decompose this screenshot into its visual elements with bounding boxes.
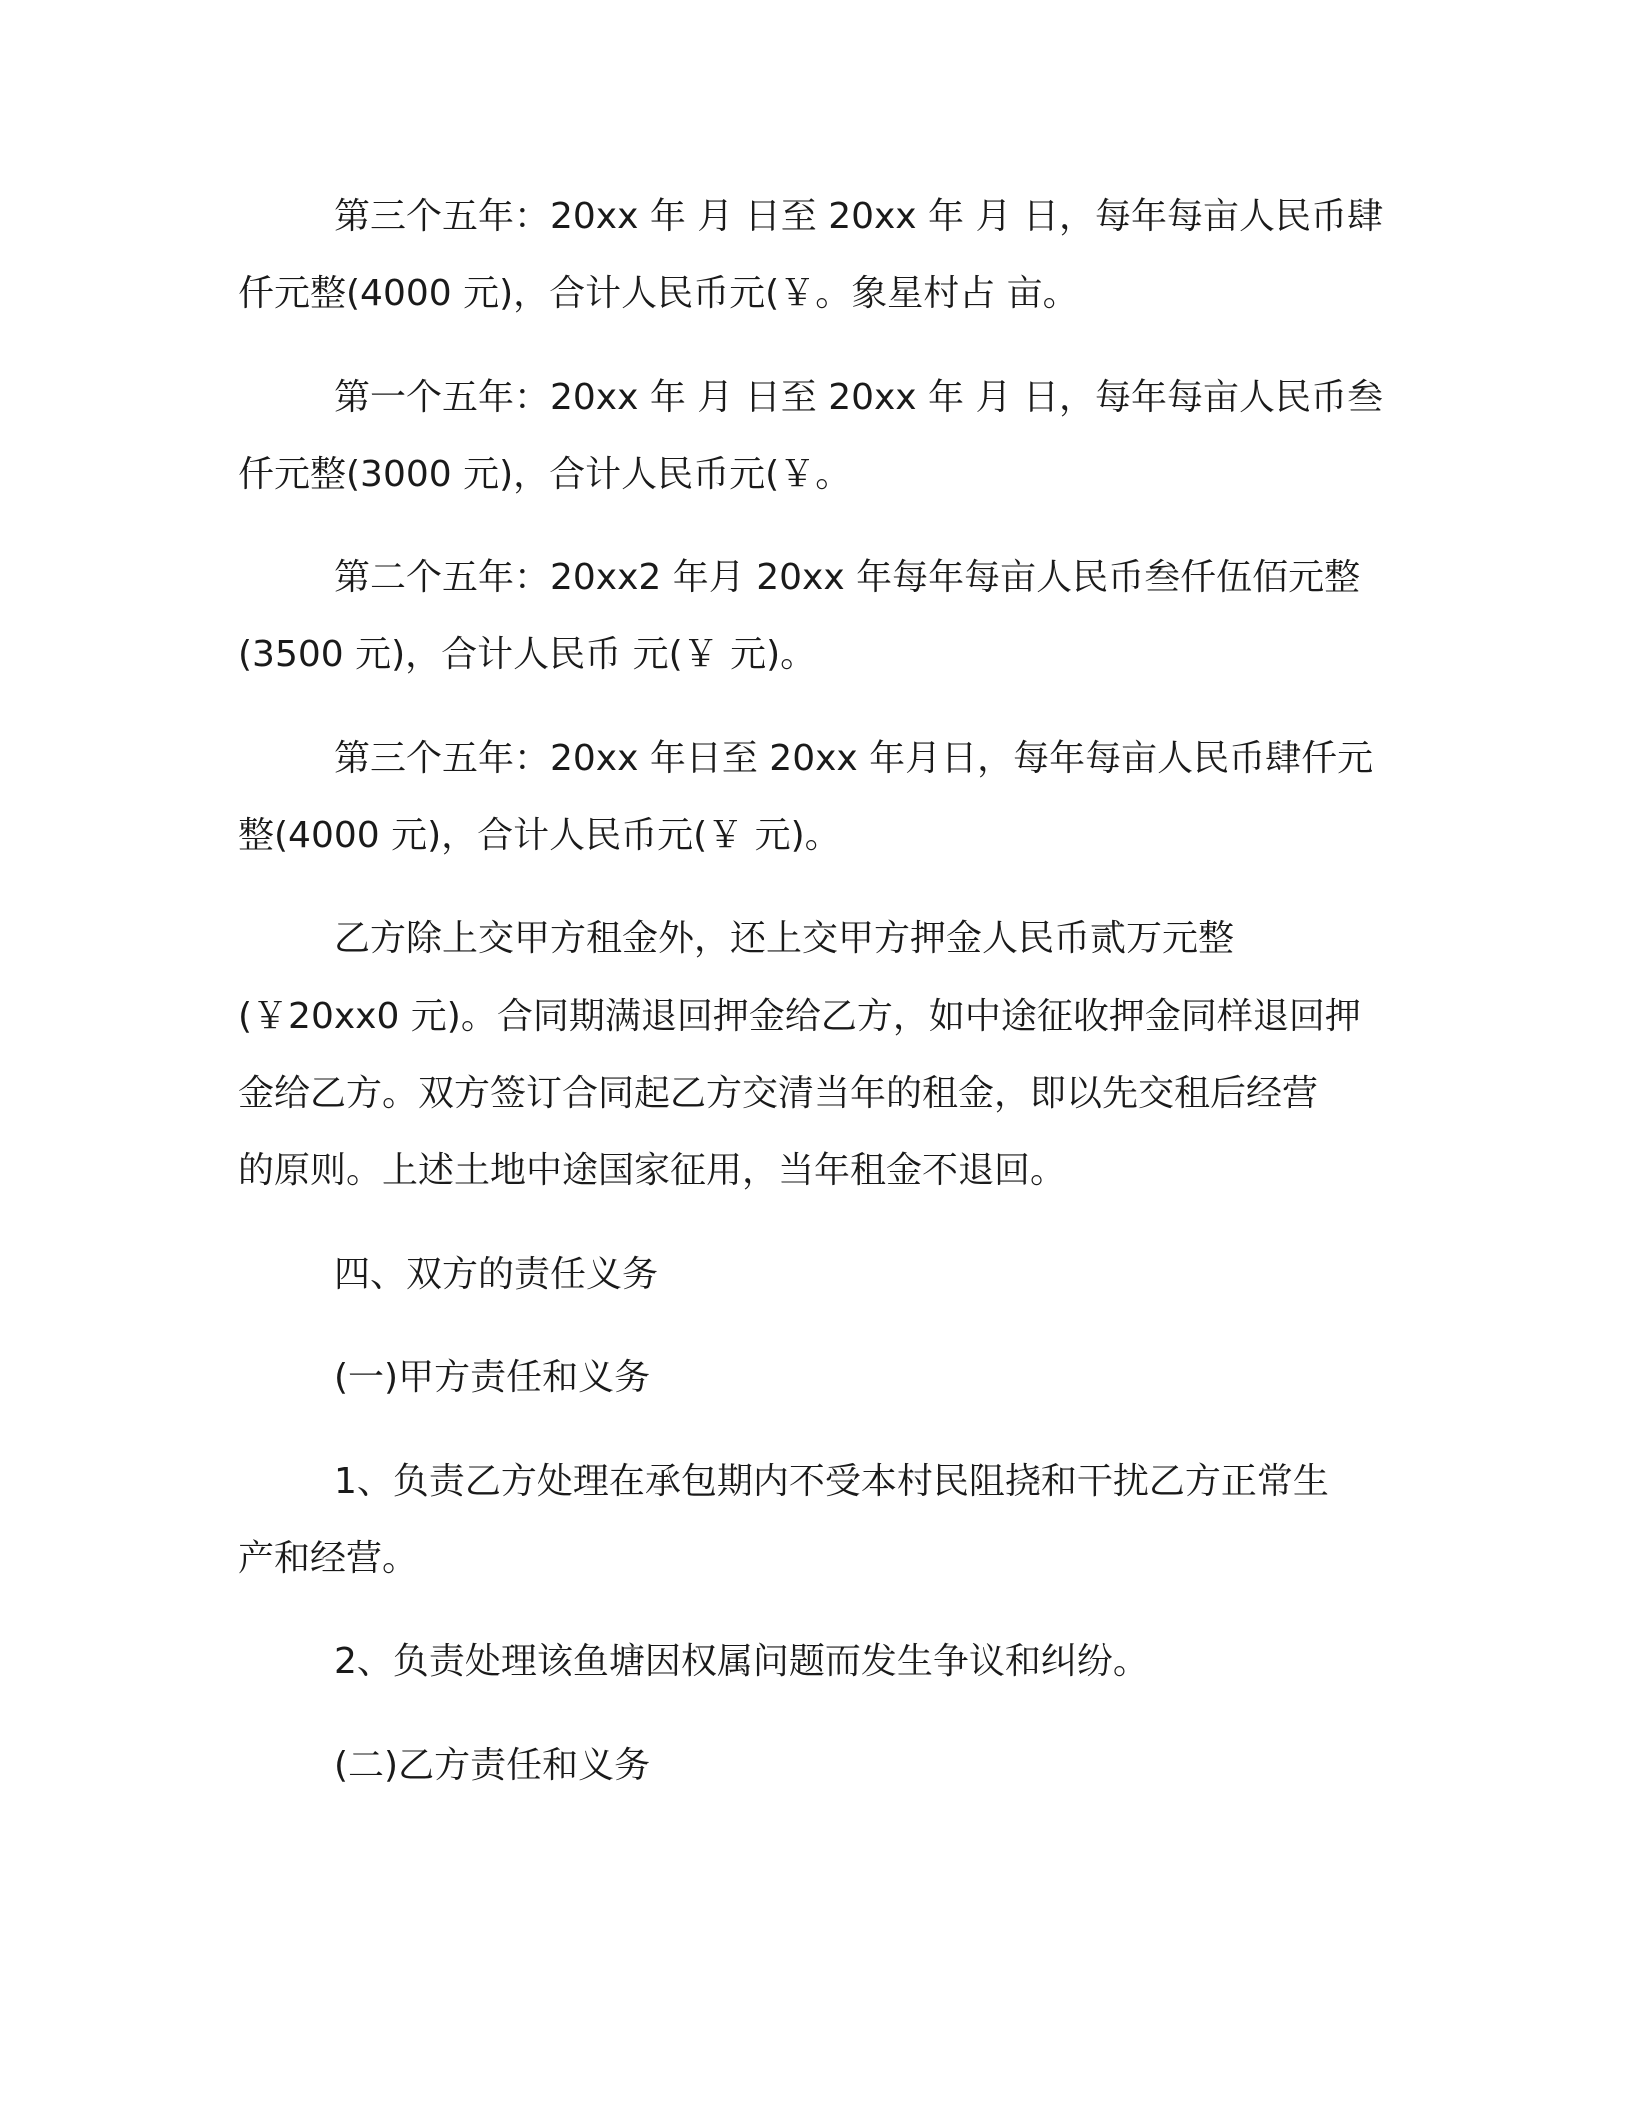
text-line: 乙方除上交甲方租金外，还上交甲方押金人民币贰万元整 [334, 918, 1235, 959]
text-line: (￥20xx0 元)。合同期满退回押金给乙方，如中途征收押金同样退回押 [238, 996, 1361, 1037]
text-line: (3500 元)，合计人民币 元(￥ 元)。 [238, 634, 817, 675]
subsection-title: (一)甲方责任和义务 [334, 1357, 651, 1398]
text-line: 2、负责处理该鱼塘因权属问题而发生争议和纠纷。 [334, 1641, 1149, 1682]
section-title: 四、双方的责任义务 [334, 1254, 659, 1295]
text-line: 第三个五年：20xx 年日至 20xx 年月日，每年每亩人民币肆仟元 [334, 738, 1374, 779]
text-line: 整(4000 元)，合计人民币元(￥ 元)。 [238, 815, 841, 856]
text-line: 第二个五年：20xx2 年月 20xx 年每年每亩人民币叁仟伍佰元整 [334, 557, 1361, 598]
subsection-title: (二)乙方责任和义务 [334, 1745, 651, 1786]
text-line: 产和经营。 [238, 1538, 419, 1579]
text-line: 金给乙方。双方签订合同起乙方交清当年的租金，即以先交租后经营 [238, 1073, 1319, 1114]
text-line: 1、负责乙方处理在承包期内不受本村民阻挠和干扰乙方正常生 [334, 1461, 1329, 1502]
text-line: 第三个五年：20xx 年 月 日至 20xx 年 月 日，每年每亩人民币肆 [334, 196, 1383, 237]
text-line: 仟元整(3000 元)，合计人民币元(￥。 [238, 454, 852, 495]
text-line: 仟元整(4000 元)，合计人民币元(￥。象星村占 亩。 [238, 273, 1079, 314]
text-line: 的原则。上述土地中途国家征用，当年租金不退回。 [238, 1150, 1067, 1191]
text-line: 第一个五年：20xx 年 月 日至 20xx 年 月 日，每年每亩人民币叁 [334, 377, 1383, 418]
